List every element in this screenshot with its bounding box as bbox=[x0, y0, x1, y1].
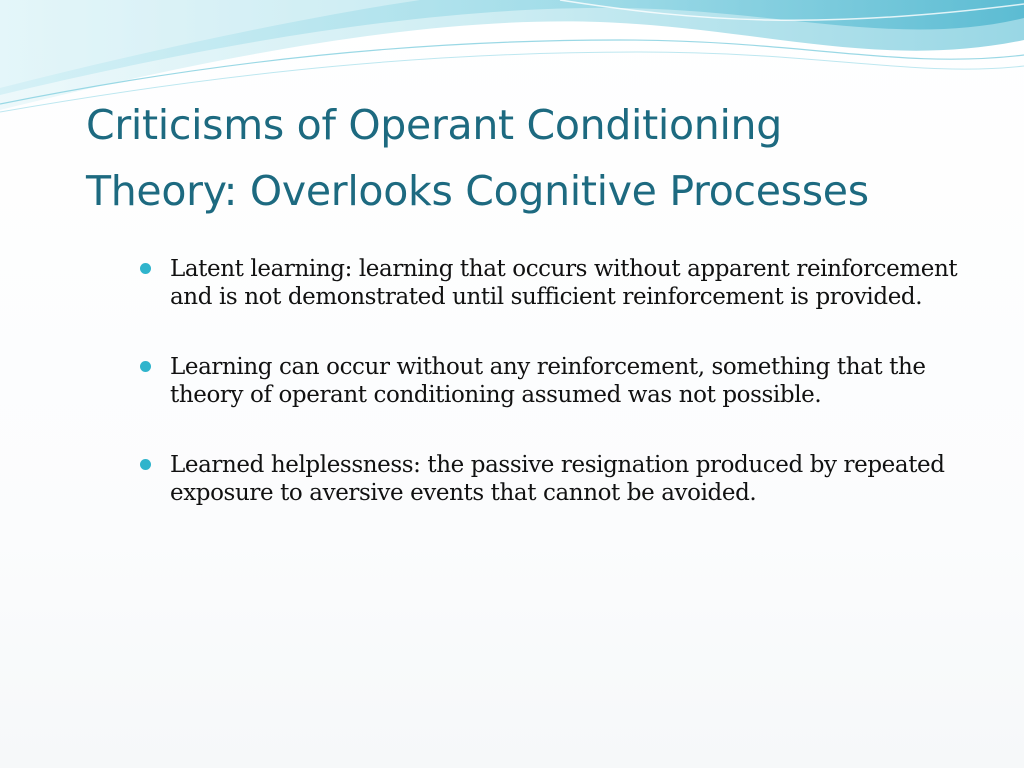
bullet-text: Learned helplessness: the passive resignation produced by repeated exposure to aversive events that cannot be avoided. bbox=[170, 452, 945, 506]
slide-title-line-2: Theory: Overlooks Cognitive Processes bbox=[86, 167, 869, 215]
bullet-text: Latent learning: learning that occurs without apparent reinforcement and is not demonstrated until sufficient reinforcement is provided. bbox=[170, 256, 958, 310]
bullet-item-latent-learning bbox=[140, 255, 990, 311]
bullet-dot-icon bbox=[140, 263, 151, 274]
bullet-item-learned-helplessness bbox=[140, 451, 990, 507]
bullet-text: Learning can occur without any reinforcement, something that the theory of operant conditioning assumed was not possible. bbox=[170, 354, 926, 408]
bullet-list bbox=[140, 255, 990, 549]
bullet-dot-icon bbox=[140, 361, 151, 372]
bullet-item-learning-without-reinforcement bbox=[140, 353, 990, 409]
slide-title-line-1: Criticisms of Operant Conditioning bbox=[86, 101, 782, 149]
slide-title bbox=[86, 92, 1006, 224]
bullet-dot-icon bbox=[140, 459, 151, 470]
